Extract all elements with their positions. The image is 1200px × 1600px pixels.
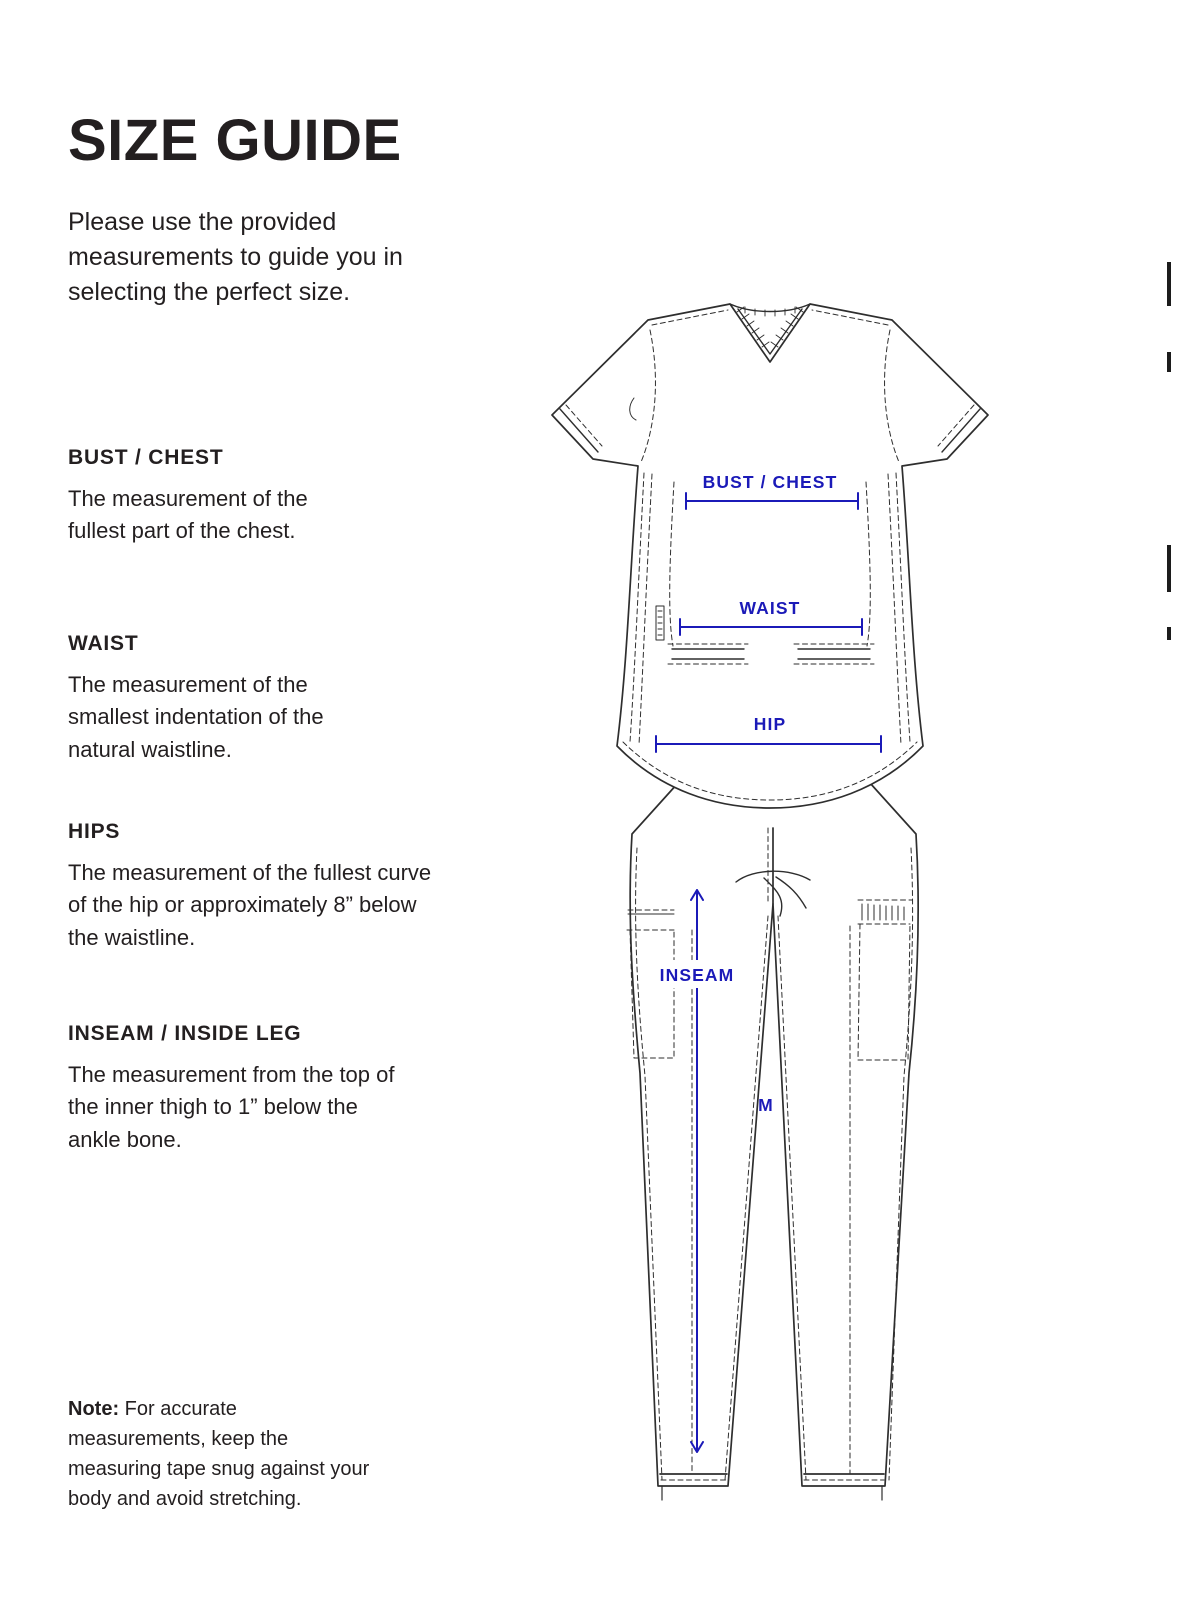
- inseam-measure-label: INSEAM: [659, 965, 735, 985]
- section-heading: BUST / CHEST: [68, 446, 224, 469]
- page-edge-artifact: [1167, 352, 1171, 372]
- intro-text: Please use the provided measurements to guide you in selecting the perfect size.: [68, 208, 403, 306]
- note-label: Note:: [68, 1398, 120, 1420]
- section-body: The measurement of the smallest indentation of the natural waistline.: [68, 672, 324, 762]
- size-diagram: [540, 268, 1010, 1558]
- section-heading: WAIST: [68, 632, 139, 655]
- collar-back: [730, 304, 810, 312]
- section-body: The measurement from the top of the inner thigh to 1” below the ankle bone.: [68, 1062, 395, 1152]
- section-bust-chest: [68, 446, 368, 548]
- section-waist: [68, 632, 380, 766]
- page-title: SIZE GUIDE: [68, 107, 402, 173]
- note-text: Note: For accurate measurements, keep the measuring tape snug against your body and avoid stretching.: [68, 1398, 370, 1510]
- section-body: The measurement of the fullest part of the chest.: [68, 486, 308, 544]
- section-heading: INSEAM / INSIDE LEG: [68, 1022, 302, 1045]
- scrub-pants-illustration: [627, 783, 918, 1500]
- bust-measure-label: BUST / CHEST: [702, 472, 838, 492]
- page-edge-artifact: [1167, 627, 1171, 640]
- section-heading: HIPS: [68, 820, 121, 843]
- waist-measure-label: WAIST: [739, 598, 801, 618]
- hip-measure-label: HIP: [753, 714, 787, 734]
- section-body: The measurement of the fullest curve of the hip or approximately 8” below the waistline.: [68, 860, 432, 950]
- section-inseam: [68, 1022, 413, 1156]
- section-hips: [68, 820, 448, 954]
- size-marker-label: M: [758, 1095, 774, 1115]
- page-edge-artifact: [1167, 262, 1171, 306]
- page-edge-artifact: [1167, 545, 1171, 592]
